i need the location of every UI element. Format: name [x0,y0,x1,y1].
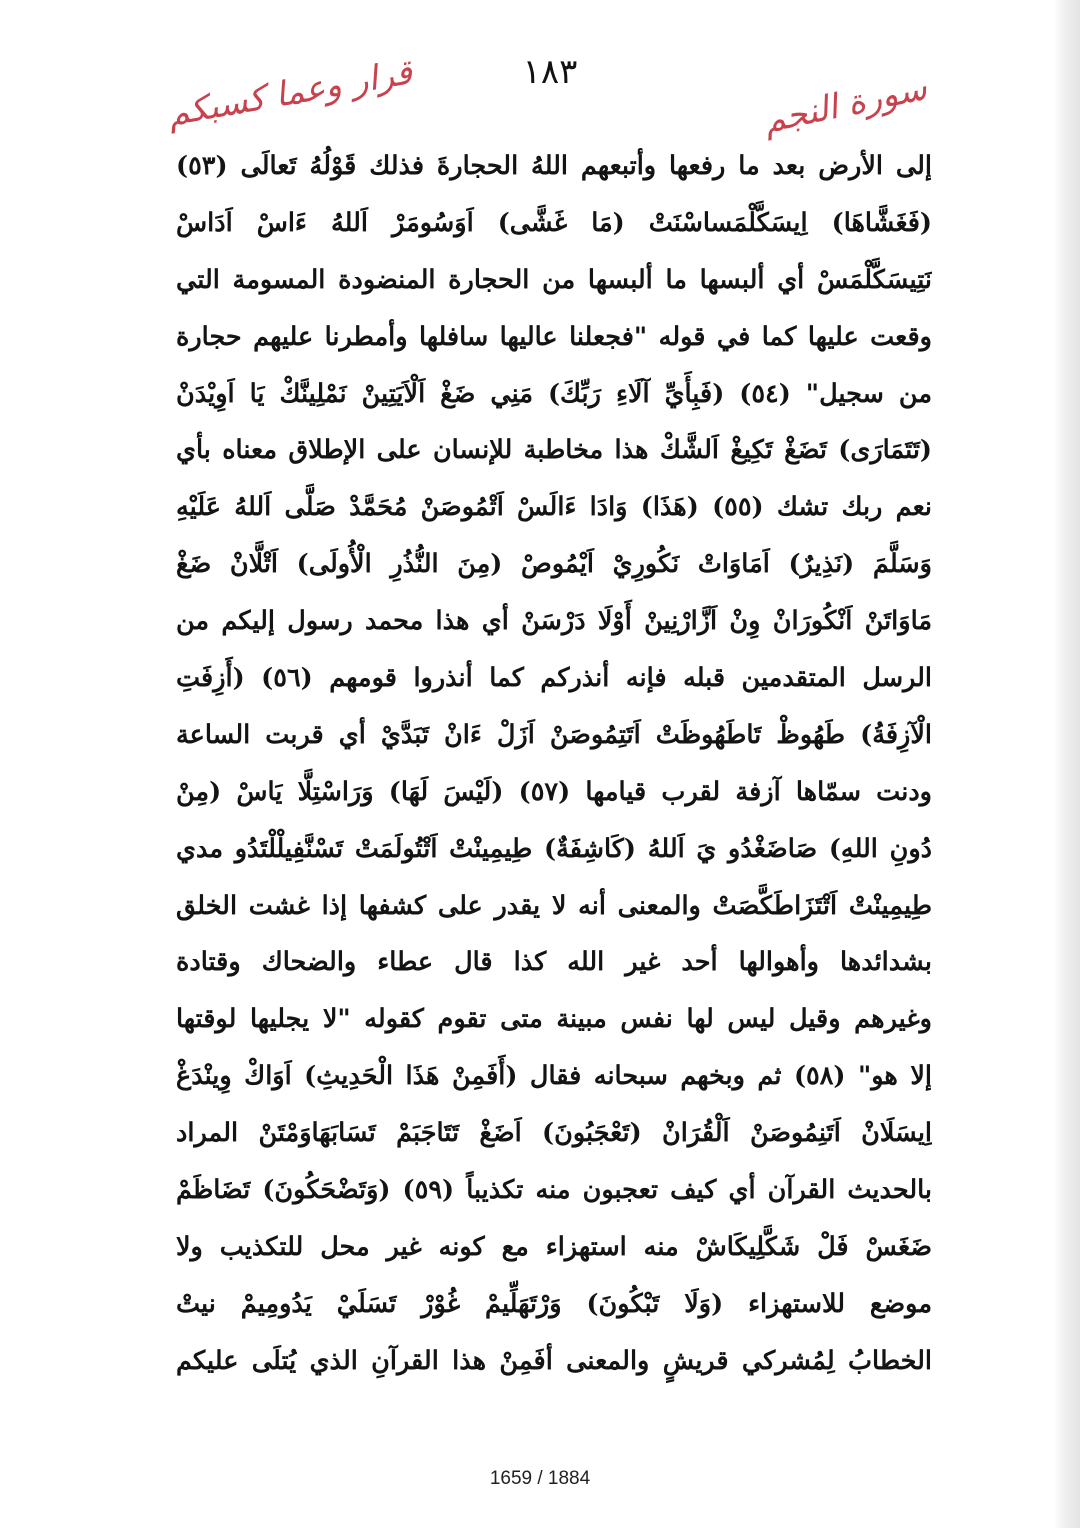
page-edge-shadow [1054,0,1080,1528]
text-line: ودنت سمّاها آزفة لقرب قيامها (٥٧) (لَيْسَ لَهَا) وَرَاسْتِلَّا يَاسْ (مِنْ [176,776,932,807]
text-line: إلا هو" (٥٨) ثم وبخهم سبحانه فقال (أَفَمِنْ هَذَا الْحَدِيثِ) اَوَاكْ وِينْدَغْ [176,1061,932,1092]
text-line: نَتِيسَكَّلْمَسْ أي ألبسها ما ألبسها من الحجارة المنضودة المسومة التي [176,264,932,295]
text-line: وقعت عليها كما في قوله "فجعلنا عاليها سافلها وأمطرنا عليهم حجارة [176,321,932,352]
text-line: طِيمِينْتْ اَتْتَزَاطَكَّصَتْ والمعنى أنه لا يقدر على كشفها إذا غشت الخلق [176,890,932,921]
text-line: موضع للاستهزاء (وَلَا تَبْكُونَ) وَرْتَهَلِّيمْ غُوْرْ تَسَلَيْ يَدُومِيمْ نيتْ [176,1288,932,1319]
page-footer [0,1468,1080,1498]
text-line: الرسل المتقدمين قبله فإنه أنذركم كما أنذروا قومهم (٥٦) (أَزِفَتِ [176,663,932,694]
text-line: الخطابُ لِمُشركي قريشٍ والمعنى أفَمِنْ هذا القرآنِ الذي يُتلَى عليكم [176,1345,932,1376]
handwritten-margin-note-right: سورة النجم [759,68,931,142]
text-line: مَاوَاتَنْ اَنْكُورَانْ وِنْ اَزَّارْنِينْ أَوْلَا دَرْسَنْ أي هذا محمد رسول إليكم من [176,606,932,637]
text-line: (فَغَشَّاهَا) اِيسَكَّلْمَساسْنَتْ (مَا غَشَّى) اَوَسُومَرْ اَللهُ ءَاسْ اَدَاسْ [176,207,932,238]
text-line: دُونِ اللهِ) صَاضَغْدُو يَ اَللهُ (كَاشِفَةٌ) طِيمِينْتْ اَتْتُولَمَتْ تَسْنَّفِيلْلْتَدُو مدي [176,833,932,864]
text-line: من سجيل" (٥٤) (فَبِأَيِّ آلَاءِ رَبِّكَ) مَنِي ضَغْ اَلْاَيَتِينْ نَمْلِينَّكْ يَا اَوِيْدَنْ [176,378,932,409]
text-line: وَسَلَّمَ (نَذِيرٌ) اَمَاوَاتْ نَكُورِيْ اَيْمُوصْ (مِنَ النُّذُرِ الْأُولَى) اَتْلَّانْ ضَغْ [176,549,932,580]
handwritten-margin-note-left: قرار وعما كسبكم [164,52,416,135]
page-indicator: 1659 / 1884 [489,1468,591,1489]
text-line: ضَغَسْ فَلْ شَكَّلِيكَاشْ منه استهزاء مع كونه غير محل للتكذيب ولا [176,1231,932,1262]
body-text [176,138,932,1390]
text-line: بالحديث القرآن أي كيف تعجبون منه تكذيباً (٥٩) (وَتَضْحَكُونَ) تَضَاظَمْ [176,1175,932,1206]
text-line: (تَتَمَارَى) تَضَغْ تَكِيغْ اَلشَّكْ هذا مخاطبة للإنسان على الإطلاق معناه بأي [176,435,932,466]
text-line: الْآزِفَةُ) طَهُوظْ تَاطَهُوظَتْ اَتَتِمُوصَنْ اَزَلْ ءَانْ تَبَدَّيْ أي قربت الساعة [176,719,932,750]
text-line: وغيرهم وقيل ليس لها نفس مبينة متى تقوم كقوله "لا يجليها لوقتها [176,1004,932,1035]
text-line: نعم ربك تشك (٥٥) (هَذَا) وَادَا ءَالَسْ اَتْمُوصَنْ مُحَمَّدْ صَلَّى اَللهُ عَلَيْهِ [176,492,932,523]
text-line: إلى الأرض بعد ما رفعها وأتبعهم اللهُ الحجارةَ فذلك قَوْلُهُ تَعالَى (٥٣) [176,151,932,181]
text-line: بشدائدها وأهوالها أحد غير الله كذا قال عطاء والضحاك وقتادة [176,947,932,978]
page-number: ١٨٣ [522,52,578,92]
text-line: اِيسَلَانْ اَتَنِمُوصَنْ اَلْقُرَانْ (تَعْجَبُونَ) اَضَغْ تَتَاجَبَمْ تَسَابَهَاوَمْتَنْ المراد [176,1118,932,1149]
page-header [0,0,1080,140]
